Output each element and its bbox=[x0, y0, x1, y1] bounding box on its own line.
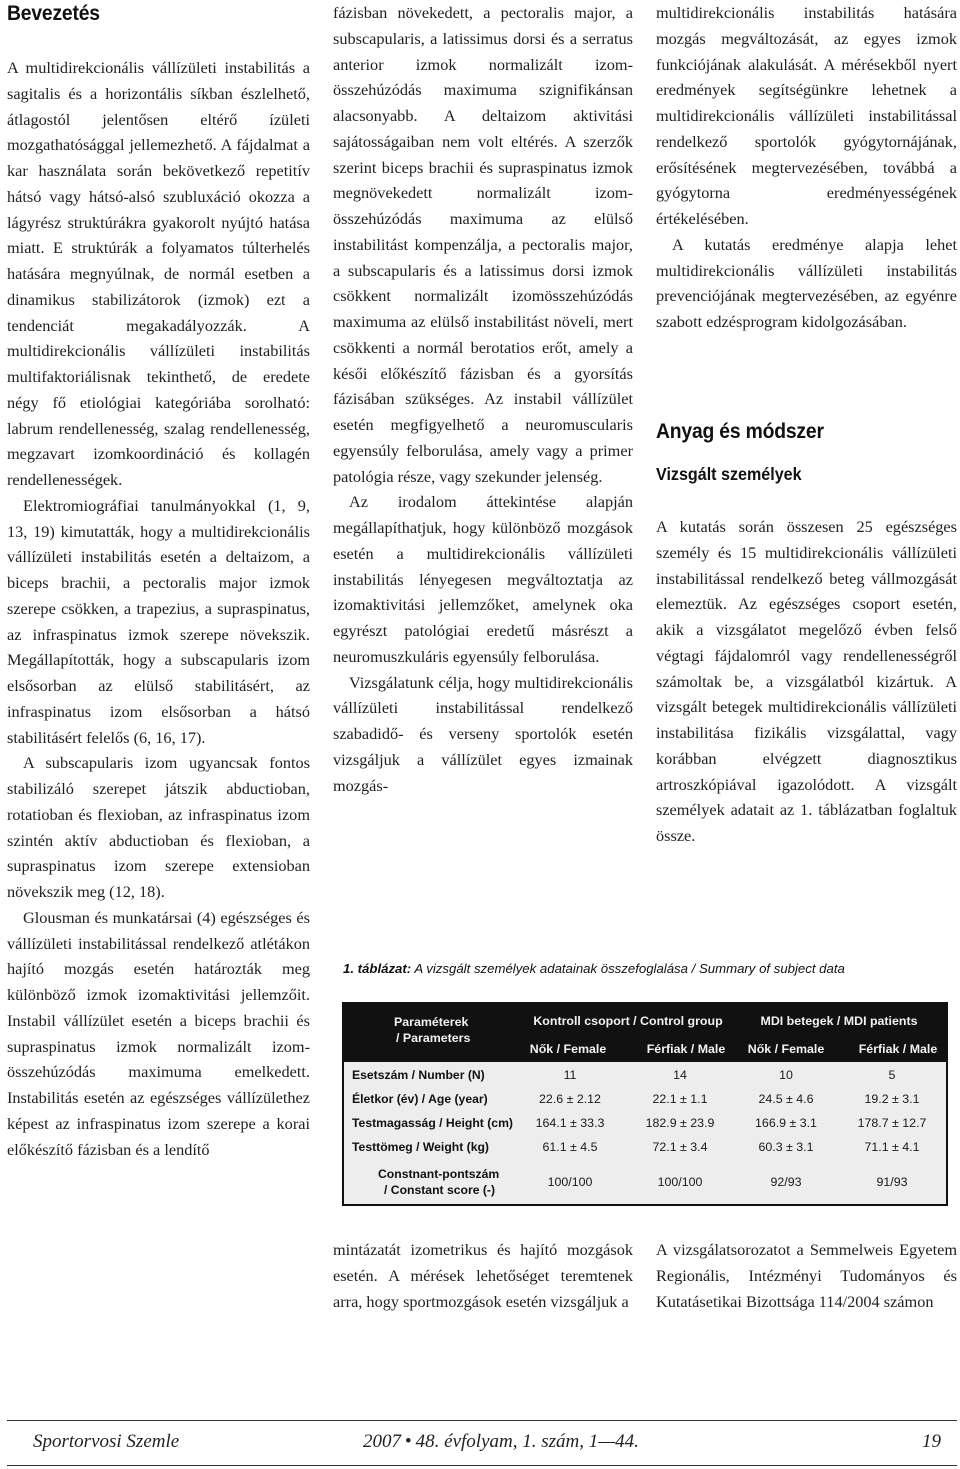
column-2-bottom bbox=[333, 1237, 633, 1314]
subheader-female-mdi: Nők / Female bbox=[747, 1042, 825, 1056]
table-caption-number: 1. táblázat: bbox=[343, 961, 412, 976]
cell: 19.2 ± 3.1 bbox=[864, 1092, 920, 1106]
journal-name: Sportorvosi Szemle bbox=[33, 1431, 180, 1452]
cell: 178.7 ± 12.7 bbox=[857, 1116, 927, 1130]
cell: 166.9 ± 3.1 bbox=[755, 1116, 817, 1130]
bullet-icon: • bbox=[405, 1431, 412, 1452]
subheader-female-control: Nők / Female bbox=[529, 1042, 607, 1056]
page-number: 19 bbox=[922, 1431, 941, 1452]
cell: 91/93 bbox=[876, 1175, 908, 1189]
row-label: Életkor (év) / Age (year) bbox=[352, 1092, 488, 1106]
subject-data-table bbox=[342, 1002, 948, 1206]
cell: 100/100 bbox=[547, 1175, 593, 1189]
param-header-line-2: / Parameters bbox=[396, 1031, 471, 1045]
subheader-male-control: Férfiak / Male bbox=[646, 1042, 726, 1056]
page-footer bbox=[7, 1420, 957, 1466]
issue-info bbox=[363, 1431, 639, 1453]
column-1 bbox=[7, 55, 310, 1162]
row-label: Testtömeg / Weight (kg) bbox=[352, 1140, 489, 1154]
cell: 22.6 ± 2.12 bbox=[539, 1092, 601, 1106]
paragraph: fázisban növekedett, a pectoralis major, a subscapularis, a latissimus dorsi és a serratus anterior izmok normalizált izom-összehúzódás maximuma szignifikánsan alacsonyabb. A deltaizom aktivitási sajátosságaiban nem volt eltérés. A szerzők szerint biceps brachii és supraspinatus izmok megnövekedett normalizált izom-összehúzódás maximuma az elülső instabilitást kompenzálja, a pectoralis major, a subscapularis és a latissimus dorsi izmok csökkent normalizált izomösszehúzódás maximuma az elülső instabilitást növeli, mert csökkenti a normál berotatios erőt, amely a késői előkészítő fázisban és a gyorsítás fázisában szükséges. Az instabil vállízület esetén megfigyelhető a neuromuscularis egyensúly felborulása, amely vagy a primer patológia része, vagy szekunder jelenség. bbox=[333, 3, 633, 486]
column-2 bbox=[333, 0, 633, 798]
cell: 92/93 bbox=[770, 1175, 802, 1189]
row-label: Esetszám / Number (N) bbox=[352, 1068, 485, 1082]
cell: 182.9 ± 23.9 bbox=[645, 1116, 715, 1130]
group-mdi-header: MDI betegek / MDI patients bbox=[760, 1014, 918, 1028]
cell: 71.1 ± 4.1 bbox=[864, 1140, 920, 1154]
paragraph: A vizsgálatsorozatot a Semmelweis Egyetem Regionális, Intézményi Tudományos és Kutatásetikai Bizottsága 114/2004 számon bbox=[656, 1240, 957, 1311]
section-heading-methods: Anyag és módszer bbox=[656, 420, 824, 443]
row-label bbox=[378, 1166, 499, 1198]
cell: 100/100 bbox=[657, 1175, 703, 1189]
row-label: Testmagasság / Height (cm) bbox=[352, 1116, 513, 1130]
column-3-top bbox=[656, 0, 957, 335]
column-3-subjects bbox=[656, 514, 957, 849]
param-header-line-1: Paraméterek bbox=[394, 1015, 469, 1029]
subsection-heading-subjects: Vizsgált személyek bbox=[656, 464, 802, 484]
cell: 11 bbox=[563, 1068, 577, 1082]
cell: 72.1 ± 3.4 bbox=[652, 1140, 708, 1154]
paragraph: mintázatát izometrikus és hajító mozgások esetén. A mérések lehetőséget teremtenek arra, hogy sportmozgások esetén vizsgáljuk a bbox=[333, 1240, 633, 1311]
table-header bbox=[342, 1012, 948, 1062]
param-header bbox=[394, 1014, 470, 1046]
paragraph: A kutatás eredménye alapja lehet multidirekcionális vállízületi instabilitás prevenciójának megtervezésében, az egyénre szabott edzésprogram kidolgozásában. bbox=[656, 234, 957, 331]
cell: 61.1 ± 4.5 bbox=[542, 1140, 598, 1154]
paragraph: Elektromiográfiai tanulmányokkal (1, 9, 13, 19) kimutatták, hogy a multidirekcionális vállízületi instabilitás esetén a deltaizom, a biceps brachii, a pectoralis major izmok szerepe csökken, a trapezius, a supraspinatus, az infraspinatus izmok szerepe növekszik. Megállapították, hogy a subscapularis izom elsősorban az elülső stabilitásért, az infraspinatus izom elsősorban a hátsó stabilitásért felelős (6, 16, 17). bbox=[7, 495, 310, 747]
cell: 22.1 ± 1.1 bbox=[652, 1092, 708, 1106]
row-label-line-2: / Constant score (-) bbox=[384, 1183, 496, 1197]
paragraph: A multidirekcionális vállízületi instabilitás a sagitalis és a horizontális síkban észlelhető, átlagostól jelentősen eltérő ízületi mozgathatósággal jellemezhető. A fájdalmat a kar használata során bekövetkező repetitív hátsó vagy hátsó-alsó szubluxáció okozza a lágyrész struktúrákra gyakorolt nyújtó hatása miatt. E struktúrák a folyamatos túlterhelés hatására megnyúlnak, de normál esetben a dinamikus stabilizátorok (izmok) ezt a tendenciát megakadályozzák. A multidirekcionális vállízületi instabilitás multifaktoriálisnak tekinthető, de eredete négy fő etiológiai kategóriába sorolható: labrum rendellenesség, szalag rendellenesség, megzavart izomkoordináció és kollagén rendellenességek. bbox=[7, 58, 310, 489]
subheader-male-mdi: Férfiak / Male bbox=[858, 1042, 938, 1056]
paragraph: Glousman és munkatársai (4) egészséges és vállízületi instabilitással rendelkező atlétákon hajító mozgás esetén határozták meg különböző izmok izomaktivitási jellemzőit. Instabil vállízület esetén a biceps brachii és supraspinatus izmok normalizált izom-összehúzódás maximuma emelkedett. Instabilitás esetén az egészséges vállízülethez képest az infraspinatus izom szerepe a korai előkészítő fázisban és a lendítő bbox=[7, 907, 310, 1159]
paragraph: A subscapularis izom ugyancsak fontos stabilizáló szerepet játszik abductioban, rotatioban és flexioban, az infraspinatus izom szintén aktív abductioban és flexioban, a supraspinatus izom szerepe extensioban növekszik meg (12, 18). bbox=[7, 753, 310, 901]
issue-volume: 48. évfolyam, 1. szám, 1—44. bbox=[415, 1431, 639, 1452]
table-caption bbox=[343, 960, 953, 978]
row-label-line-1: Constnant-pontszám bbox=[378, 1167, 500, 1181]
issue-year: 2007 bbox=[363, 1431, 401, 1452]
paragraph: Az irodalom áttekintése alapján megállapíthatjuk, hogy különböző mozgások esetén a multidirekcionális vállízületi instabilitás lényegesen megváltoztatja az izomaktivitási jellemzőket, amelynek oka egyrészt patológiai eredetű másrészt a neuromuszkuláris egyensúly felborulása. bbox=[333, 492, 633, 666]
cell: 14 bbox=[673, 1068, 687, 1082]
cell: 164.1 ± 33.3 bbox=[535, 1116, 605, 1130]
group-control-header: Kontroll csoport / Control group bbox=[533, 1014, 723, 1028]
paragraph: A kutatás során összesen 25 egészséges személy és 15 multidirekcionális vállízületi instabilitással rendelkező beteg vállmozgását elemeztük. Az egészséges csoport esetén, akik a vizsgálatot megelőző évben felső végtagi fájdalomról vagy rendellenességről számoltak be, a vizsgálatból kizártuk. A vizsgált betegek multidirekcionális vállízületi instabilitása fizikális vizsgálattal, vagy korábban elvégzett diagnosztikus artroszkópiával igazolódott. A vizsgált személyek adatait az 1. táblázatban foglaltuk össze. bbox=[656, 517, 957, 845]
section-heading-intro: Bevezetés bbox=[7, 2, 100, 25]
cell: 24.5 ± 4.6 bbox=[758, 1092, 814, 1106]
paragraph: Vizsgálatunk célja, hogy multidirekcionális vállízületi instabilitással rendelkező szabadidő- és verseny sportolók esetén vizsgáljuk a vállízület egyes izmainak mozgás- bbox=[333, 672, 633, 795]
cell: 60.3 ± 3.1 bbox=[758, 1140, 814, 1154]
cell: 10 bbox=[779, 1068, 793, 1082]
column-3-bottom bbox=[656, 1237, 957, 1314]
table-caption-text: A vizsgált személyek adatainak összefoglalása / Summary of subject data bbox=[411, 961, 845, 976]
paragraph: multidirekcionális instabilitás hatására mozgás megváltozását, az egyes izmok funkciójának alakulását. A mérésekből nyert eredmények segítségünkre lehetnek a multidirekcionális vállízületi instabilitással rendelkező sportolók gyógytornájának, erősítésének megtervezésében, továbbá a gyógytorna eredményességének értékelésében. bbox=[656, 3, 957, 228]
table-body bbox=[344, 1062, 946, 1204]
cell: 5 bbox=[888, 1068, 896, 1082]
